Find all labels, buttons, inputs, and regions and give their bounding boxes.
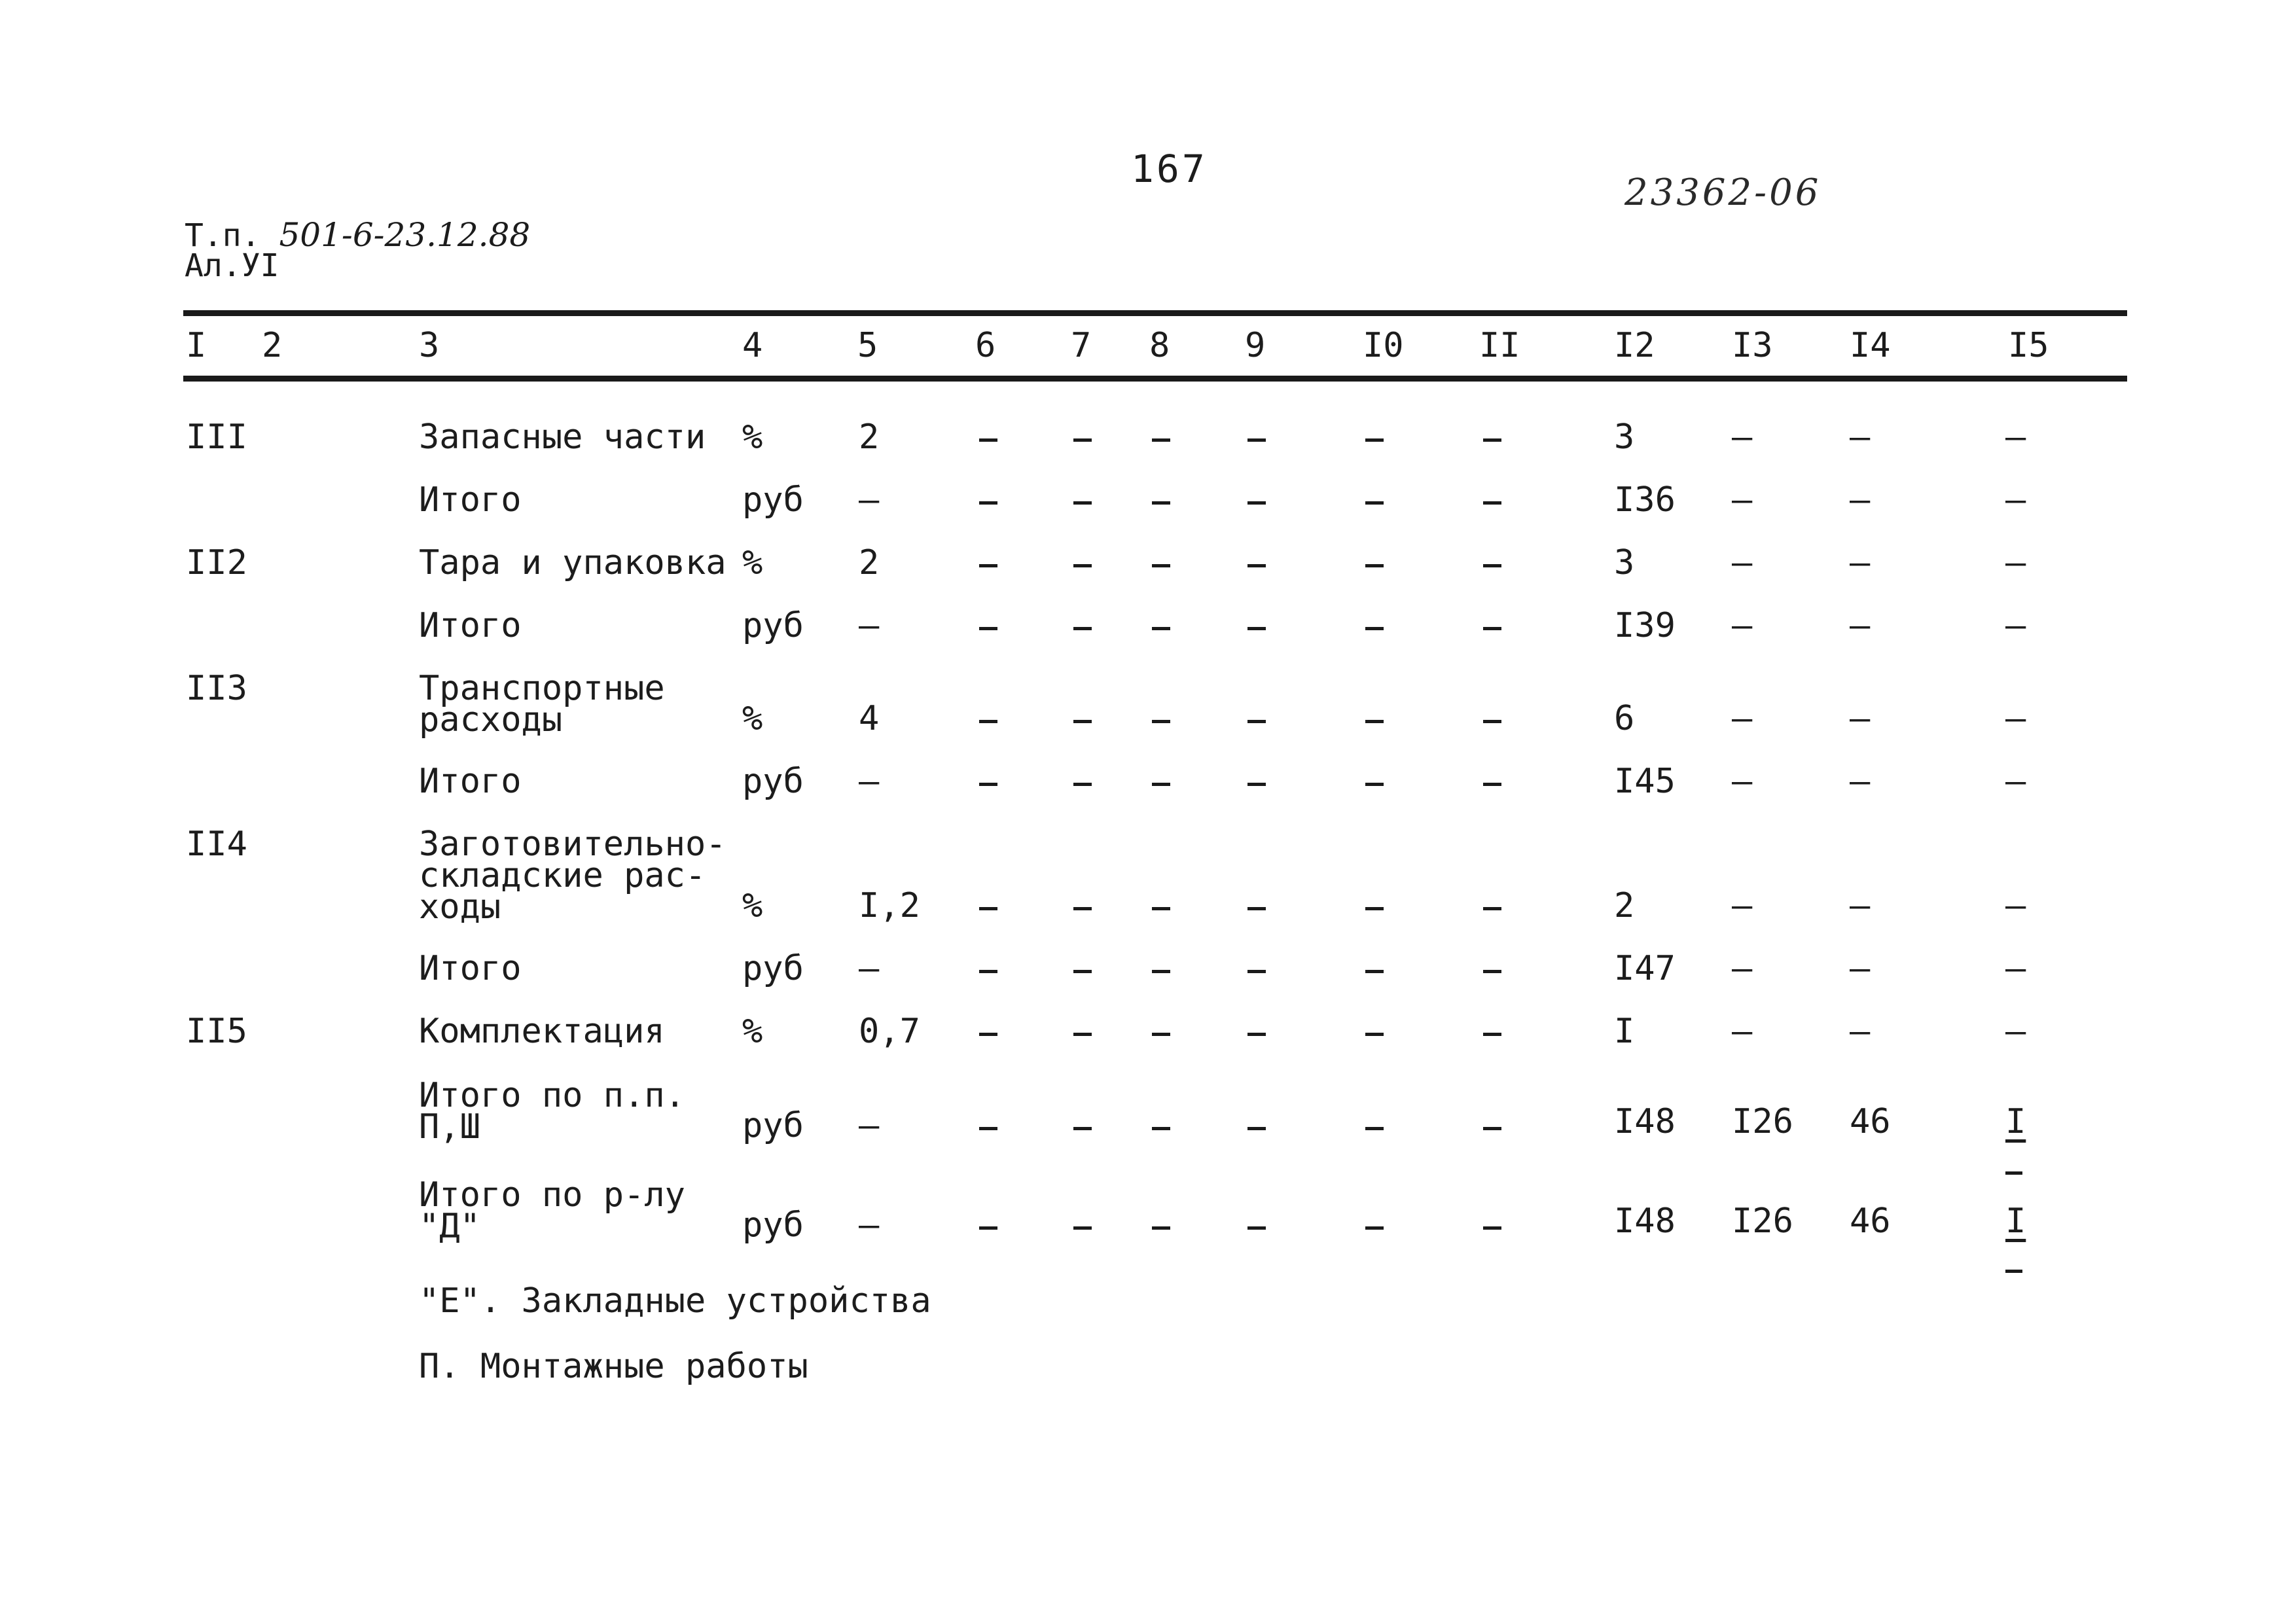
empty-cell-dash [1152, 564, 1170, 567]
row-description: Комплектация [419, 1012, 665, 1051]
row-col13: – [1732, 699, 1753, 738]
row-code: II3 [186, 669, 247, 708]
row-col15: I [2005, 1202, 2026, 1241]
row-col13: I26 [1732, 1202, 1793, 1241]
row-col15: – [2005, 606, 2026, 645]
empty-cell-dash [1247, 1127, 1266, 1130]
row-col14: – [1850, 543, 1871, 582]
empty-cell-dash [979, 1127, 997, 1130]
column-header: 3 [419, 326, 440, 365]
row-description: Итого по п.п. [419, 1076, 685, 1115]
row-description: Итого по р-лу [419, 1175, 685, 1215]
empty-cell-dash [1073, 1033, 1092, 1036]
row-col13: – [1732, 418, 1753, 457]
row-col5: 4 [859, 699, 880, 738]
empty-cell-dash [1365, 783, 1384, 786]
empty-cell-dash [979, 1226, 997, 1230]
row-description: Транспортные [419, 669, 665, 708]
empty-cell-dash [1365, 720, 1384, 723]
empty-cell-dash [1247, 501, 1266, 505]
row-col14: 46 [1850, 1102, 1891, 1141]
column-header: 4 [742, 326, 763, 365]
row-col13: – [1732, 1012, 1753, 1051]
row-description: Заготовительно- [419, 825, 726, 864]
row-col12: 3 [1614, 543, 1635, 582]
empty-cell-dash [979, 627, 997, 630]
row-col14: 46 [1850, 1202, 1891, 1241]
row-col12: I48 [1614, 1202, 1676, 1241]
row-col12: I45 [1614, 762, 1676, 801]
section-note: "Е". Закладные устройства [419, 1281, 931, 1321]
empty-cell-dash [1365, 438, 1384, 442]
row-col15: – [2005, 480, 2026, 520]
row-col15: – [2005, 418, 2026, 457]
empty-cell-dash [1073, 783, 1092, 786]
empty-cell-dash [1152, 720, 1170, 723]
empty-cell-dash [1483, 501, 1501, 505]
row-col15: – [2005, 949, 2026, 988]
empty-cell-dash [1365, 1033, 1384, 1036]
album-label: Ал.УI [185, 247, 279, 284]
row-description-line2: расходы [419, 700, 563, 740]
empty-cell-dash [1073, 970, 1092, 973]
row-col13: – [1732, 543, 1753, 582]
row-col13: I26 [1732, 1102, 1793, 1141]
empty-cell-dash [1483, 1226, 1501, 1230]
column-header: I2 [1614, 326, 1655, 365]
empty-cell-dash [1152, 627, 1170, 630]
row-unit: руб [742, 480, 804, 520]
row-col15: – [2005, 699, 2026, 738]
row-unit: % [742, 886, 763, 925]
empty-cell-dash [1247, 720, 1266, 723]
row-col14: – [1850, 1012, 1871, 1051]
empty-cell-dash [1073, 907, 1092, 910]
empty-cell-dash [1073, 627, 1092, 630]
empty-cell-dash [1073, 1226, 1092, 1230]
row-col5: 2 [859, 543, 880, 582]
empty-cell-dash [1365, 970, 1384, 973]
row-col5: – [859, 1106, 880, 1145]
row-unit: % [742, 699, 763, 738]
empty-cell-dash [1365, 501, 1384, 505]
row-col12: I39 [1614, 606, 1676, 645]
empty-cell-dash [1247, 627, 1266, 630]
empty-cell-dash [1365, 627, 1384, 630]
row-description-line3: ходы [419, 887, 501, 927]
empty-cell-dash [979, 501, 997, 505]
column-header: I3 [1732, 326, 1773, 365]
empty-cell-dash [1073, 501, 1092, 505]
empty-cell-dash [1365, 1226, 1384, 1230]
empty-cell-dash [1483, 907, 1501, 910]
row-description: Итого [419, 949, 522, 988]
column-header: 7 [1071, 326, 1092, 365]
row-col5: – [859, 1205, 880, 1245]
column-header: I5 [2008, 326, 2049, 365]
column-header: 2 [262, 326, 283, 365]
empty-cell-dash [1483, 627, 1501, 630]
row-col14: – [1850, 699, 1871, 738]
column-header: 8 [1149, 326, 1170, 365]
page-number: 167 [1131, 147, 1208, 191]
empty-cell-dash [1247, 907, 1266, 910]
row-col15: – [2005, 762, 2026, 801]
row-col12: I48 [1614, 1102, 1676, 1141]
row-col5: – [859, 480, 880, 520]
row-col14: – [1850, 480, 1871, 520]
table-header-rule [183, 376, 2127, 382]
row-col12: 3 [1614, 418, 1635, 457]
row-code: II5 [186, 1012, 247, 1051]
column-header: I0 [1363, 326, 1404, 365]
empty-cell-dash [979, 907, 997, 910]
document-number: 23362-06 [1624, 171, 1821, 214]
empty-cell-dash [1247, 970, 1266, 973]
row-col5: 0,7 [859, 1012, 920, 1051]
row-unit: руб [742, 949, 804, 988]
empty-cell-dash [1483, 783, 1501, 786]
row-col14: – [1850, 886, 1871, 925]
column-header: I4 [1850, 326, 1891, 365]
row-description: Итого [419, 606, 522, 645]
row-description-line2: "Д" [419, 1207, 480, 1246]
row-col14: – [1850, 762, 1871, 801]
empty-cell-dash [1073, 720, 1092, 723]
column-header: 9 [1245, 326, 1266, 365]
empty-cell-dash [1073, 1127, 1092, 1130]
row-col5: – [859, 606, 880, 645]
row-col13: – [1732, 949, 1753, 988]
empty-cell-dash [1152, 438, 1170, 442]
empty-cell-dash [1152, 783, 1170, 786]
row-unit: руб [742, 1106, 804, 1145]
row-col5: I,2 [859, 886, 920, 925]
row-col14: – [1850, 418, 1871, 457]
row-description: Итого [419, 762, 522, 801]
row-col14: – [1850, 949, 1871, 988]
row-code: III [186, 418, 247, 457]
row-description-line2: П,Ш [419, 1107, 480, 1147]
empty-cell-dash [1073, 564, 1092, 567]
row-description-line2: складские рас- [419, 856, 706, 895]
row-code: II4 [186, 825, 247, 864]
row-col15: I [2005, 1102, 2026, 1141]
empty-cell-dash [1247, 783, 1266, 786]
empty-cell-dash [1073, 438, 1092, 442]
empty-cell-dash [979, 564, 997, 567]
row-col15: – [2005, 543, 2026, 582]
row-col5: 2 [859, 418, 880, 457]
column-header: 6 [975, 326, 996, 365]
empty-cell-dash [1247, 1226, 1266, 1230]
row-code: II2 [186, 543, 247, 582]
empty-cell-dash [1247, 564, 1266, 567]
project-reference-prefix: Т.п. [185, 217, 260, 254]
table-top-rule [183, 310, 2127, 316]
empty-cell-dash [1247, 1033, 1266, 1036]
fraction-dash [2005, 1270, 2022, 1273]
empty-cell-dash [979, 1033, 997, 1036]
row-description: Тара и упаковка [419, 543, 726, 582]
empty-cell-dash [1483, 438, 1501, 442]
empty-cell-dash [1152, 501, 1170, 505]
empty-cell-dash [1152, 907, 1170, 910]
row-unit: руб [742, 1205, 804, 1245]
row-description: Запасные части [419, 418, 706, 457]
empty-cell-dash [979, 720, 997, 723]
row-col14: – [1850, 606, 1871, 645]
row-col12: 2 [1614, 886, 1635, 925]
row-unit: руб [742, 762, 804, 801]
row-col15: – [2005, 886, 2026, 925]
empty-cell-dash [979, 438, 997, 442]
row-unit: % [742, 543, 763, 582]
row-col12: I36 [1614, 480, 1676, 520]
project-reference-value: 501-6-23.12.88 [279, 216, 531, 254]
empty-cell-dash [1483, 564, 1501, 567]
row-col13: – [1732, 606, 1753, 645]
row-col13: – [1732, 886, 1753, 925]
empty-cell-dash [1247, 438, 1266, 442]
empty-cell-dash [1365, 1127, 1384, 1130]
column-header: I [186, 326, 207, 365]
row-col12: 6 [1614, 699, 1635, 738]
section-note: П. Монтажные работы [419, 1347, 808, 1386]
row-unit: % [742, 1012, 763, 1051]
row-col12: I47 [1614, 949, 1676, 988]
fraction-dash [2005, 1171, 2022, 1175]
row-col5: – [859, 762, 880, 801]
empty-cell-dash [979, 970, 997, 973]
empty-cell-dash [1483, 1033, 1501, 1036]
empty-cell-dash [1483, 720, 1501, 723]
empty-cell-dash [1483, 970, 1501, 973]
empty-cell-dash [1483, 1127, 1501, 1130]
column-header: II [1479, 326, 1520, 365]
empty-cell-dash [1152, 1226, 1170, 1230]
empty-cell-dash [979, 783, 997, 786]
row-col12: I [1614, 1012, 1635, 1051]
row-col13: – [1732, 480, 1753, 520]
empty-cell-dash [1365, 907, 1384, 910]
row-col13: – [1732, 762, 1753, 801]
empty-cell-dash [1152, 1127, 1170, 1130]
column-header: 5 [857, 326, 878, 365]
empty-cell-dash [1365, 564, 1384, 567]
empty-cell-dash [1152, 970, 1170, 973]
row-col5: – [859, 949, 880, 988]
row-description: Итого [419, 480, 522, 520]
row-unit: % [742, 418, 763, 457]
row-col15: – [2005, 1012, 2026, 1051]
empty-cell-dash [1152, 1033, 1170, 1036]
row-unit: руб [742, 606, 804, 645]
